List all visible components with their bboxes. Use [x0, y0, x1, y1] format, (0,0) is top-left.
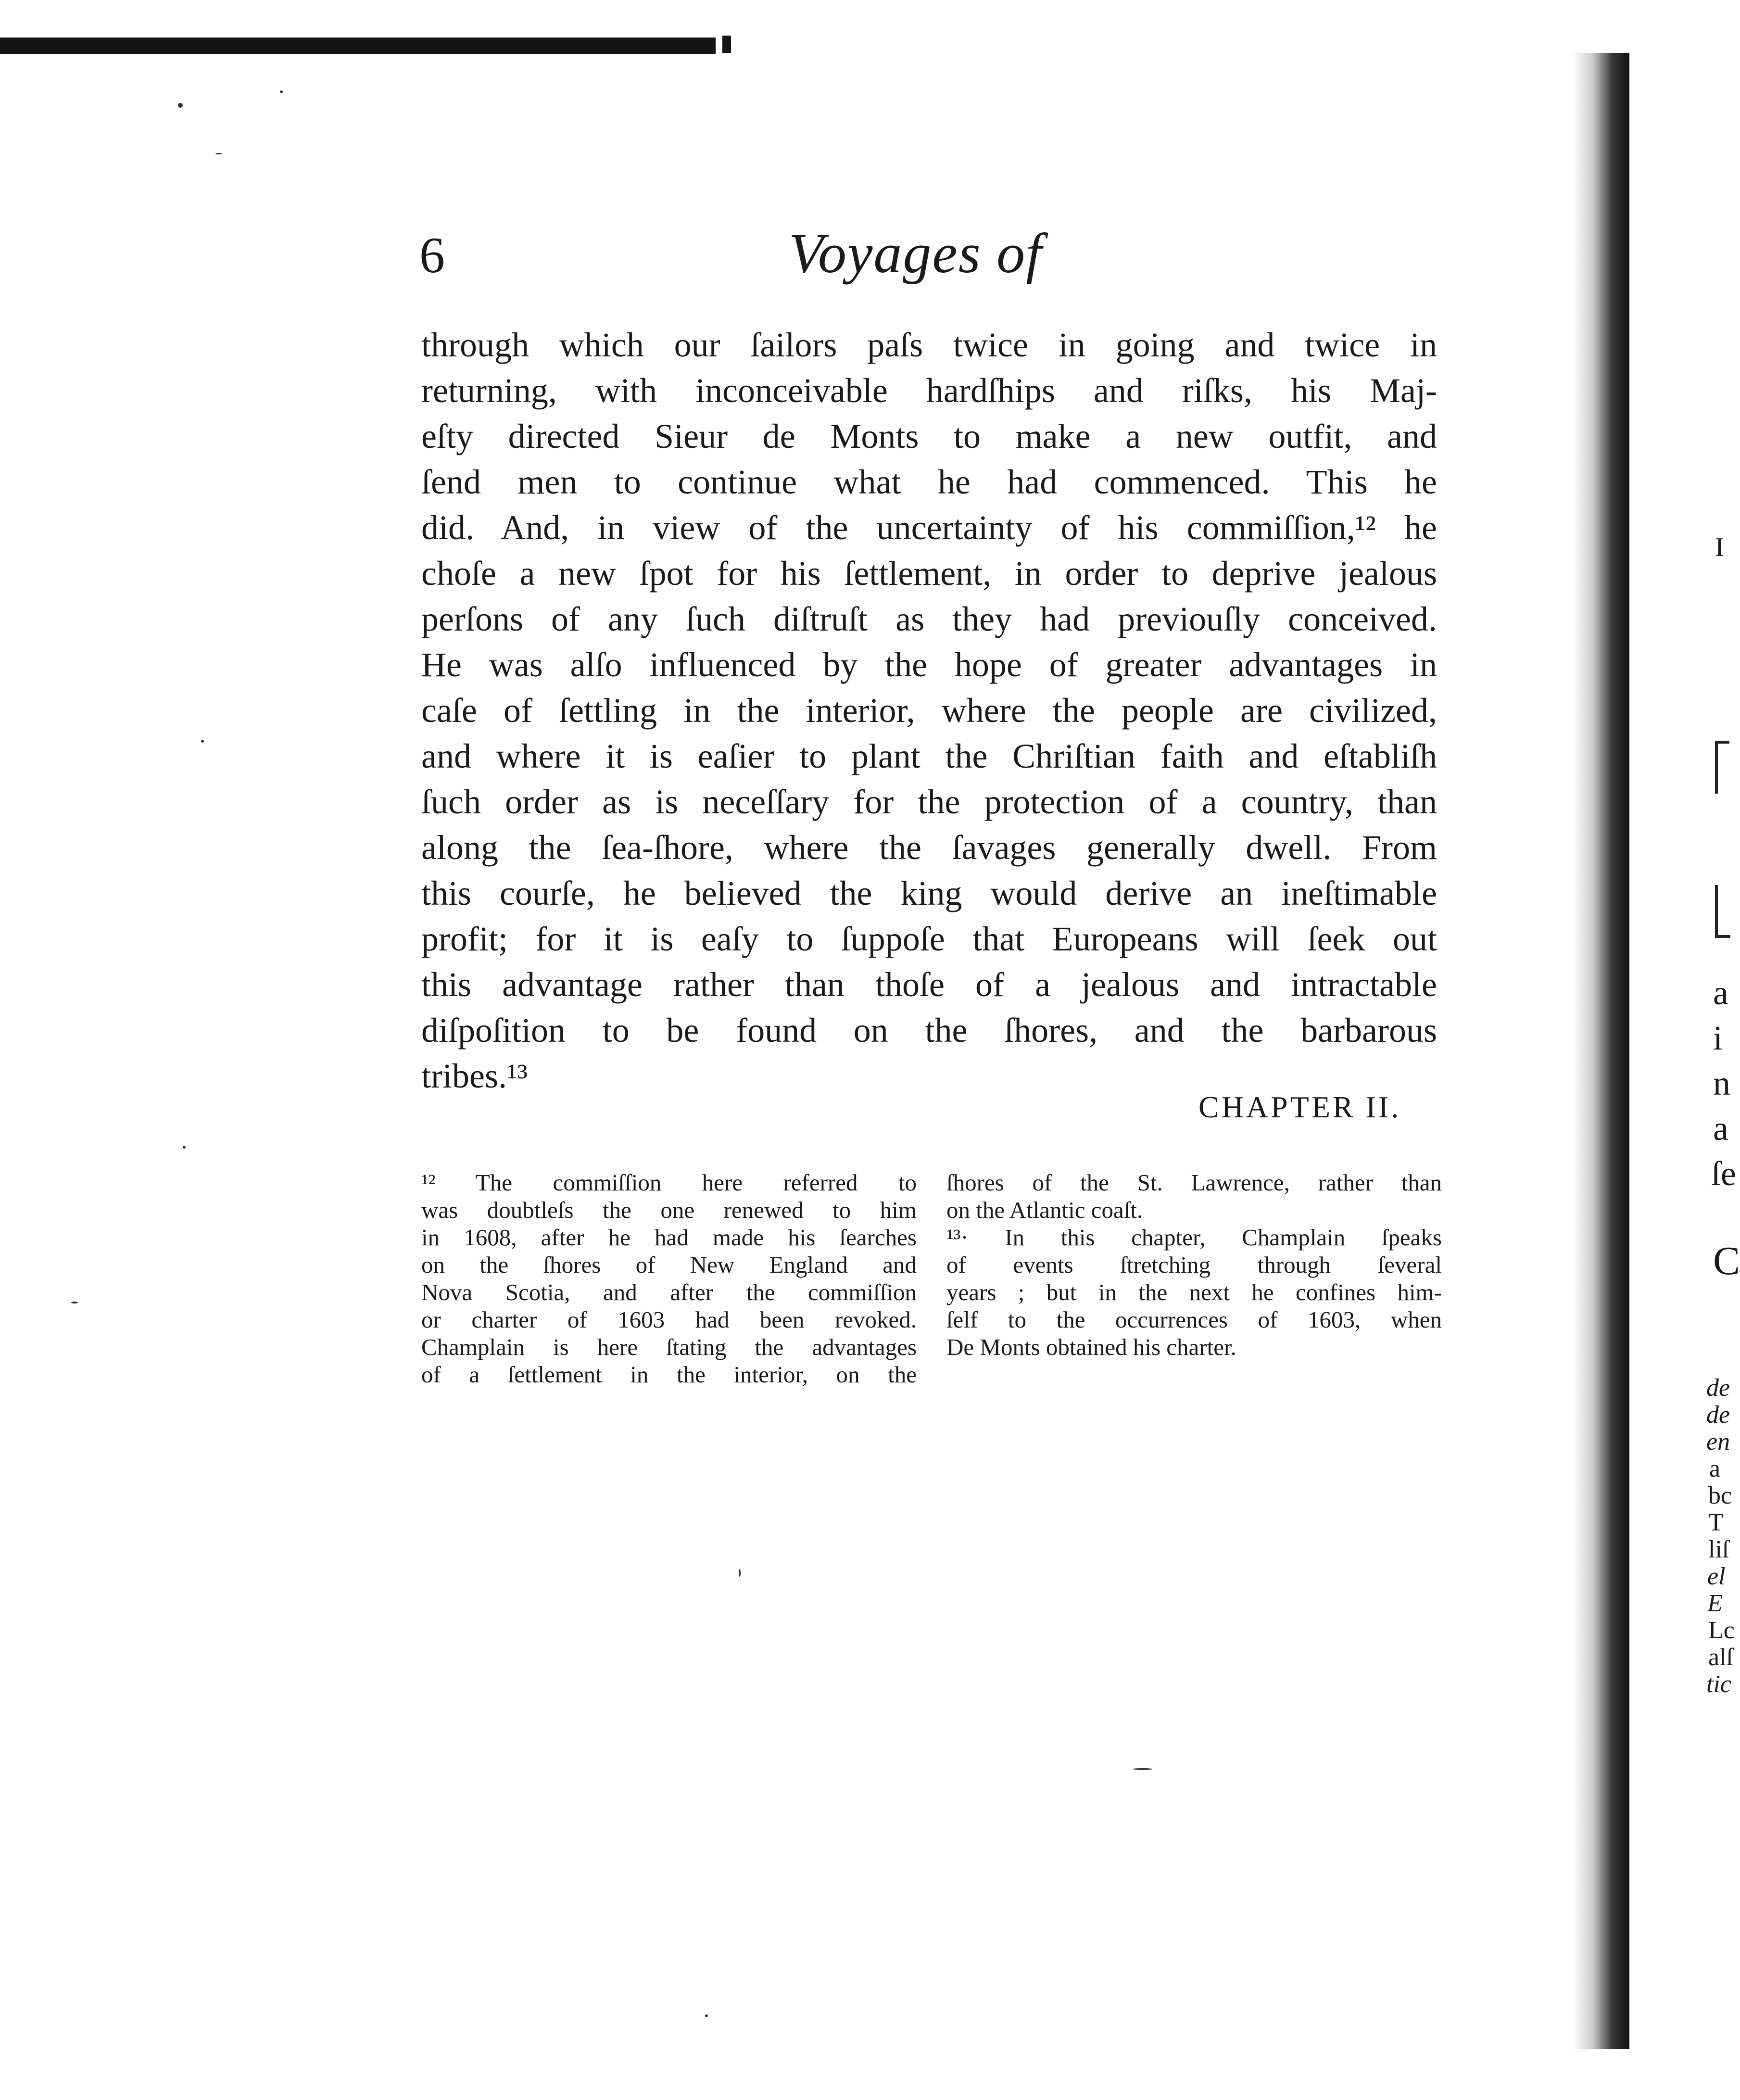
scan-speck [705, 2014, 708, 2017]
footnote-line: De Monts obtained his charter. [946, 1334, 1236, 1360]
facing-page-fragment: T [1708, 1509, 1724, 1536]
body-line: diſpoſition to be found on the ſhores, and the barbarous [421, 1011, 1437, 1050]
footnote-line: Nova Scotia, and after the commiſſion [421, 1279, 917, 1305]
scan-speck [183, 1146, 186, 1149]
facing-page-fragment: tic [1706, 1670, 1731, 1698]
body-paragraph [421, 322, 1437, 1099]
scan-speck [178, 103, 183, 108]
body-line: through which our ſailors paſs twice in going and twice in [421, 326, 1437, 364]
scan-speck [280, 90, 283, 93]
page-number: 6 [419, 227, 445, 283]
facing-page-fragment: a [1713, 974, 1728, 1012]
facing-page-fragment: liſ [1708, 1536, 1729, 1563]
facing-page-fragment: i [1713, 1019, 1723, 1057]
facing-page-bracket-mark [1715, 741, 1729, 744]
scan-speck [739, 1569, 741, 1577]
footnote-line: on the ſhores of New England and [421, 1252, 917, 1278]
footnote-line: of events ſtretching through ſeveral [946, 1252, 1442, 1278]
footnote-column-right [946, 1169, 1442, 1361]
body-line: choſe a new ſpot for his ſettlement, in order to deprive jealous [421, 554, 1437, 593]
footnote-line: of a ſettlement in the interior, on the [421, 1361, 917, 1388]
scan-speck [1133, 1768, 1152, 1770]
facing-page-fragment: ſe [1711, 1154, 1736, 1193]
facing-page-fragment: Lc [1708, 1617, 1735, 1644]
top-rule [0, 38, 716, 54]
footnote-line: Champlain is here ſtating the advantages [421, 1334, 917, 1360]
chapter-heading: CHAPTER II. [1198, 1090, 1401, 1124]
body-line: this courſe, he believed the king would derive an ineſtimable [421, 874, 1437, 912]
facing-page-fragment: alſ [1708, 1644, 1733, 1671]
body-line: He was alſo influenced by the hope of greater advantages in [421, 645, 1437, 684]
facing-page-bracket-mark [1715, 741, 1718, 794]
body-line: profit; for it is eaſy to ſuppoſe that Europeans will ſeek out [421, 920, 1437, 958]
facing-page-fragment: de [1706, 1374, 1730, 1402]
body-line: this advantage rather than thoſe of a jealous and intractable [421, 965, 1437, 1004]
footnote-line: on the Atlantic coaſt. [946, 1197, 1143, 1223]
body-line: along the ſea-ſhore, where the ſavages generally dwell. From [421, 828, 1437, 867]
body-line: and where it is eaſier to plant the Chriſtian faith and eſtabliſh [421, 737, 1437, 775]
footnote-line: or charter of 1603 had been revoked. [421, 1306, 917, 1333]
body-line: ſend men to continue what he had commenced. This he [421, 463, 1437, 501]
facing-page-fragment: a [1713, 1109, 1728, 1148]
footnote-line: years ; but in the next he confines him- [946, 1279, 1442, 1305]
top-rule-tick [722, 36, 731, 53]
facing-page-fragment: el [1707, 1563, 1726, 1590]
facing-page-fragment: C [1713, 1239, 1740, 1283]
footnote-line: ¹³· In this chapter, Champlain ſpeaks [946, 1224, 1442, 1251]
scan-speck [215, 153, 222, 154]
facing-page-fragment: E [1707, 1590, 1723, 1617]
footnote-column-left [421, 1169, 917, 1388]
body-line: eſty directed Sieur de Monts to make a new outfit, and [421, 417, 1437, 455]
facing-page-fragment: n [1713, 1064, 1730, 1102]
running-title: Voyages of [789, 222, 1043, 285]
facing-page-fragment: en [1706, 1428, 1730, 1455]
body-line: perſons of any ſuch diſtruſt as they had previouſly conceived. [421, 600, 1437, 638]
facing-page-fragment: bc [1708, 1482, 1732, 1509]
footnote-line: in 1608, after he had made his ſearches [421, 1224, 917, 1251]
footnote-line: ſhores of the St. Lawrence, rather than [946, 1169, 1442, 1196]
facing-page-fragment: de [1706, 1401, 1730, 1429]
body-line: tribes.¹³ [421, 1057, 528, 1095]
body-line: caſe of ſettling in the interior, where the people are civilized, [421, 691, 1437, 730]
body-line: did. And, in view of the uncertainty of his commiſſion,¹² he [421, 508, 1437, 547]
facing-page-fragment: a [1709, 1455, 1721, 1482]
body-line: ſuch order as is neceſſary for the protection of a country, than [421, 783, 1437, 821]
footnote-line: was doubtleſs the one renewed to him [421, 1197, 917, 1223]
binding-shadow [1573, 53, 1629, 2049]
footnote-line: ¹² The commiſſion here referred to [421, 1169, 917, 1196]
scan-speck [71, 1302, 78, 1303]
facing-page-bracket-mark [1715, 885, 1718, 938]
scan-speck [201, 740, 204, 743]
facing-page-bracket-mark [1715, 935, 1730, 938]
facing-page-fragment: I [1715, 532, 1724, 562]
footnote-line: ſelf to the occurrences of 1603, when [946, 1306, 1442, 1333]
body-line: returning, with inconceivable hardſhips and riſks, his Maj- [421, 371, 1437, 410]
